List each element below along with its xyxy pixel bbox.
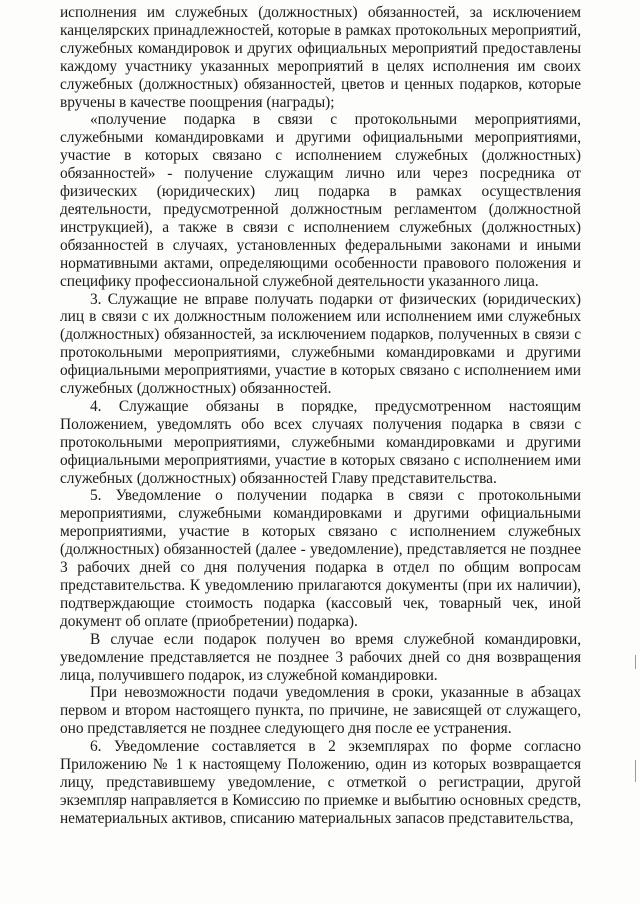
document-body [60,4,581,828]
paragraph-impossibility: При невозможности подачи уведомления в сроки, указанные в абзацах первом и втором настоящего пункта, по причине, не зависящей от служащего, оно представляется не позднее следующего дня после ее устранения. [60,684,581,738]
paragraph-continuation: исполнения им служебных (должностных) обязанностей, за исключением канцелярских принадлежностей, которые в рамках протокольных мероприятий, служебных командировок и других официальных мероприятий предоставлены каждому участнику указанных мероприятий в целях исполнения им своих служебных (должностных) обязанностей, цветов и ценных подарков, которые вручены в качестве поощрения (награды); [60,4,581,111]
paragraph-business-trip: В случае если подарок получен во время служебной командировки, уведомление представляется не позднее 3 рабочих дней со дня возвращения лица, получившего подарок, из служебной командировки. [60,630,581,684]
paragraph-item-5: 5. Уведомление о получении подарка в связи с протокольными мероприятиями, служебными командировками и другими официальными мероприятиями, участие в которых связано с исполнением служебных (должностных) обязанностей (далее - уведомление), представляется не позднее 3 рабочих дней со дня получения подарка в отдел по общим вопросам представительства. К уведомлению прилагаются документы (при их наличии), подтверждающие стоимость подарка (кассовый чек, товарный чек, иной документ об оплате (приобретении) подарка). [60,487,581,630]
paragraph-item-4: 4. Служащие обязаны в порядке, предусмотренном настоящим Положением, уведомлять обо всех случаях получения подарка в связи с протокольными мероприятиями, служебными командировками и другими официальными мероприятиями, участие в которых связано с исполнением ими служебных (должностных) обязанностей Главу представительства. [60,397,581,487]
paragraph-item-6: 6. Уведомление составляется в 2 экземплярах по форме согласно Приложению № 1 к настоящему Положению, один из которых возвращается лицу, представившему уведомление, с отметкой о регистрации, другой экземпляр направляется в Комиссию по приемке и выбытию основных средств, нематериальных активов, списанию материальных запасов представительства, [60,738,581,827]
scan-edge-mark [635,760,636,782]
paragraph-gift-definition: «получение подарка в связи с протокольными мероприятиями, служебными командировками и другими официальными мероприятиями, участие в которых связано с исполнением служебных (должностных) обязанностей» - получение служащим лично или через посредника от физических (юридических) лиц подарка в рамках осуществления деятельности, предусмотренной должностным регламентом (должностной инструкцией), а также в связи с исполнением служебных (должностных) обязанностей в случаях, установленных федеральными законами и иными нормативными актами, определяющими особенности правового положения и специфику профессиональной служебной деятельности указанного лица. [60,111,581,290]
paragraph-item-3: 3. Служащие не вправе получать подарки от физических (юридических) лиц в связи с их должностным положением или исполнением ими служебных (должностных) обязанностей, за исключением подарков, полученных в связи с протокольными мероприятиями, служебными командировками и другими официальными мероприятиями, участие в которых связано с исполнением ими служебных (должностных) обязанностей. [60,290,581,398]
scan-edge-mark [635,655,636,669]
